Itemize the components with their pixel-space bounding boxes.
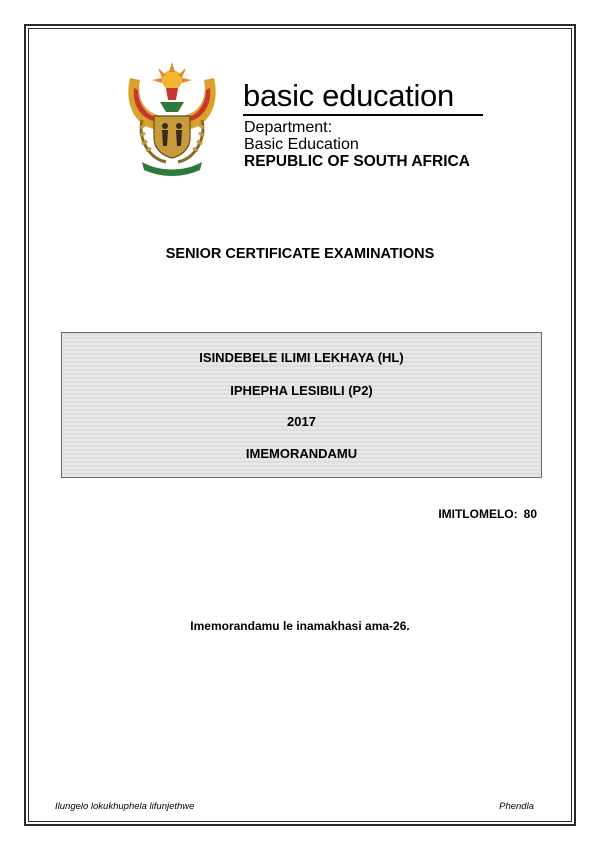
republic-name: REPUBLIC OF SOUTH AFRICA	[244, 153, 470, 170]
marks-label: IMITLOMELO:	[438, 507, 518, 521]
department-label: Department:	[244, 119, 333, 136]
pages-note: Imemorandamu le inamakhasi ama-26.	[190, 619, 410, 633]
crest-motto-ribbon-icon	[142, 162, 202, 176]
exam-heading: SENIOR CERTIFICATE EXAMINATIONS	[165, 246, 435, 262]
document-type: IMEMORANDAMU	[245, 446, 358, 461]
marks-total	[438, 507, 537, 521]
coat-of-arms-icon	[120, 58, 224, 178]
marks-value: 80	[523, 507, 537, 521]
crest-shield-icon	[154, 116, 190, 158]
brand-underline	[243, 114, 483, 116]
crest-sun-icon	[152, 62, 192, 90]
department-name: Basic Education	[244, 136, 359, 153]
turn-over-note: Phendla	[499, 801, 534, 812]
crest-bird-icon	[160, 88, 184, 112]
exam-year: 2017	[287, 414, 316, 429]
subject-box	[61, 332, 542, 478]
paper-number: IPHEPHA LESIBILI (P2)	[230, 383, 373, 398]
copyright-notice: Ilungelo lokukhuphela lifunjethwe	[55, 801, 195, 812]
brand-title: basic education	[243, 78, 454, 113]
subject-title: ISINDEBELE ILIMI LEKHAYA (HL)	[199, 350, 404, 365]
